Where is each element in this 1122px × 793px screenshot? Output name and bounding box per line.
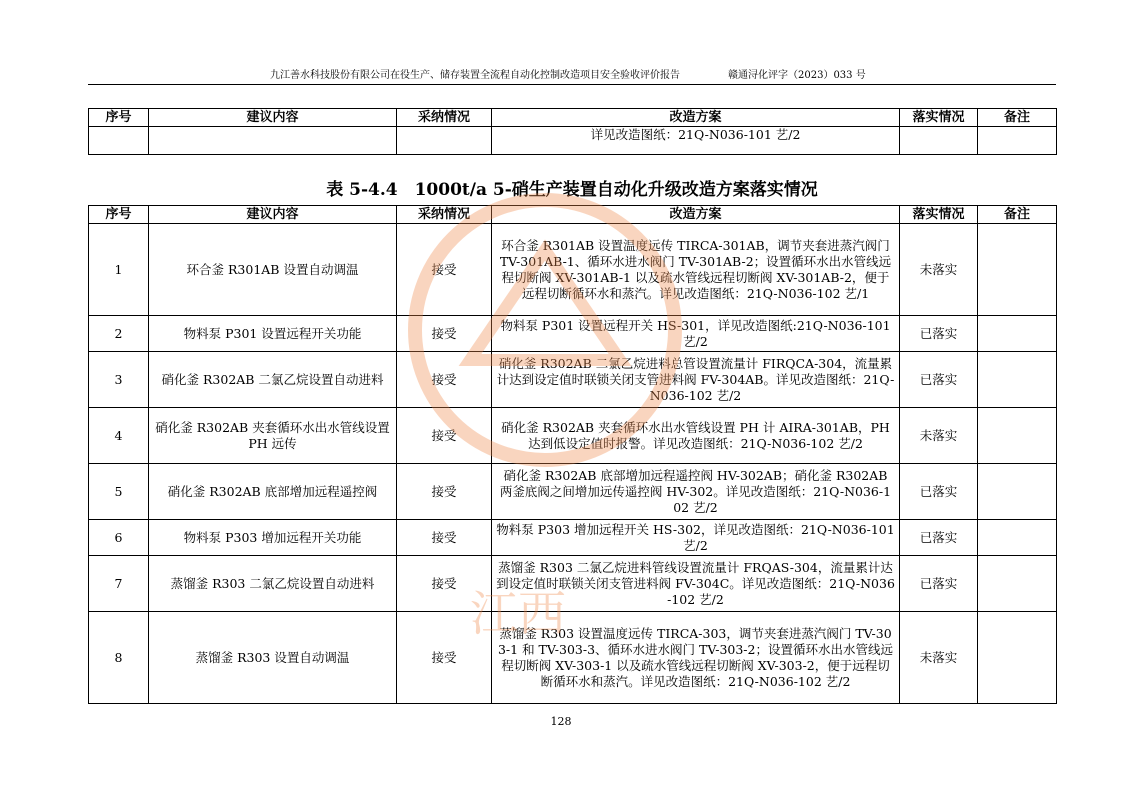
continued-table	[88, 108, 1057, 155]
cell-content: 硝化釜 R302AB 二氯乙烷设置自动进料	[149, 352, 397, 408]
cell-remark	[978, 316, 1057, 352]
col-header-remark: 备注	[978, 206, 1057, 224]
cell-plan: 硝化釜 R302AB 底部增加远程遥控阀 HV-302AB；硝化釜 R302AB 两釜底阀之间增加远传遥控阀 HV-302。详见改造图纸：21Q-N036-102 艺/2	[492, 464, 900, 520]
cell-remark	[978, 464, 1057, 520]
header-report-number: 赣通浔化评字（2023）033 号	[728, 70, 866, 81]
col-header-plan: 改造方案	[492, 206, 900, 224]
cell-remark	[978, 520, 1057, 556]
cell-remark	[978, 352, 1057, 408]
cell-status: 未落实	[900, 224, 978, 316]
page-number: 128	[550, 715, 572, 728]
cell-plan: 物料泵 P303 增加远程开关 HS-302，详见改造图纸：21Q-N036-101 艺/2	[492, 520, 900, 556]
col-header-no: 序号	[89, 206, 149, 224]
col-header-adopt: 采纳情况	[397, 206, 492, 224]
cell-adopt: 接受	[397, 352, 492, 408]
table-row	[89, 352, 1057, 408]
col-header-no: 序号	[89, 109, 149, 127]
cell-no: 6	[89, 520, 149, 556]
cell-plan: 蒸馏釜 R303 设置温度远传 TIRCA-303，调节夹套进蒸汽阀门 TV-303-1 和 TV-303-3、循环水进水阀门 TV-303-2；设置循环水出水管线远程切断阀 XV-303-1 以及疏水管线远程切断阀 XV-303-2，便于远程切断循环水和蒸汽。详见改造图纸：21Q-N036-102 艺/2	[492, 612, 900, 704]
cell-remark	[978, 612, 1057, 704]
cell-no: 2	[89, 316, 149, 352]
cell-remark	[978, 556, 1057, 612]
table-row	[89, 520, 1057, 556]
cell-status: 已落实	[900, 316, 978, 352]
cell-plan: 详见改造图纸：21Q-N036-101 艺/2	[492, 127, 900, 155]
cell-plan: 蒸馏釜 R303 二氯乙烷进料管线设置流量计 FRQAS-304，流量累计达到设定值时联锁关闭支管进料阀 FV-304C。详见改造图纸：21Q-N036-102 艺/2	[492, 556, 900, 612]
header-report-title: 九江善水科技股份有限公司在役生产、储存装置全流程自动化控制改造项目安全验收评价报告	[270, 70, 680, 81]
cell-no: 8	[89, 612, 149, 704]
cell-content: 物料泵 P303 增加远程开关功能	[149, 520, 397, 556]
cell-content: 硝化釜 R302AB 夹套循环水出水管线设置 PH 远传	[149, 408, 397, 464]
cell-adopt	[397, 127, 492, 155]
cell-content	[149, 127, 397, 155]
cell-content: 蒸馏釜 R303 二氯乙烷设置自动进料	[149, 556, 397, 612]
cell-adopt: 接受	[397, 556, 492, 612]
watermark-text: 江西	[470, 586, 567, 642]
table-title: 表 5-4.4 1000t/a 5-硝生产装置自动化升级改造方案落实情况	[326, 180, 818, 200]
table-row	[89, 224, 1057, 316]
cell-remark	[978, 127, 1057, 155]
cell-no: 7	[89, 556, 149, 612]
cell-content: 环合釜 R301AB 设置自动调温	[149, 224, 397, 316]
cell-status: 未落实	[900, 408, 978, 464]
col-header-content: 建议内容	[149, 206, 397, 224]
cell-no: 1	[89, 224, 149, 316]
col-header-status: 落实情况	[900, 109, 978, 127]
cell-content: 物料泵 P301 设置远程开关功能	[149, 316, 397, 352]
col-header-status: 落实情况	[900, 206, 978, 224]
col-header-plan: 改造方案	[492, 109, 900, 127]
table-row	[89, 612, 1057, 704]
table-row	[89, 464, 1057, 520]
table-header-row	[89, 206, 1057, 224]
cell-remark	[978, 224, 1057, 316]
col-header-remark: 备注	[978, 109, 1057, 127]
cell-status: 已落实	[900, 352, 978, 408]
cell-adopt: 接受	[397, 316, 492, 352]
col-header-content: 建议内容	[149, 109, 397, 127]
cell-plan: 硝化釜 R302AB 二氯乙烷进料总管设置流量计 FIRQCA-304，流量累计达到设定值时联锁关闭支管进料阀 FV-304AB。详见改造图纸：21Q-N036-102 艺/2	[492, 352, 900, 408]
table-row	[89, 408, 1057, 464]
implementation-table	[88, 205, 1057, 704]
cell-adopt: 接受	[397, 464, 492, 520]
page-header	[88, 68, 1056, 85]
table-row	[89, 316, 1057, 352]
cell-status: 已落实	[900, 464, 978, 520]
cell-status: 未落实	[900, 612, 978, 704]
cell-plan: 硝化釜 R302AB 夹套循环水出水管线设置 PH 计 AIRA-301AB，PH 达到低设定值时报警。详见改造图纸：21Q-N036-102 艺/2	[492, 408, 900, 464]
cell-no	[89, 127, 149, 155]
cell-content: 硝化釜 R302AB 底部增加远程遥控阀	[149, 464, 397, 520]
table-row	[89, 127, 1057, 155]
cell-no: 5	[89, 464, 149, 520]
cell-content: 蒸馏釜 R303 设置自动调温	[149, 612, 397, 704]
cell-no: 3	[89, 352, 149, 408]
table-row	[89, 556, 1057, 612]
cell-adopt: 接受	[397, 520, 492, 556]
cell-adopt: 接受	[397, 224, 492, 316]
cell-adopt: 接受	[397, 612, 492, 704]
cell-no: 4	[89, 408, 149, 464]
cell-plan: 环合釜 R301AB 设置温度远传 TIRCA-301AB，调节夹套进蒸汽阀门 TV-301AB-1、循环水进水阀门 TV-301AB-2；设置循环水出水管线远程切断阀 XV-301AB-1 以及疏水管线远程切断阀 XV-301AB-2，便于远程切断循环水和蒸汽。详见改造图纸：21Q-N036-102 艺/1	[492, 224, 900, 316]
cell-remark	[978, 408, 1057, 464]
cell-status: 已落实	[900, 520, 978, 556]
cell-status: 已落实	[900, 556, 978, 612]
table-header-row	[89, 109, 1057, 127]
cell-plan: 物料泵 P301 设置远程开关 HS-301，详见改造图纸:21Q-N036-101 艺/2	[492, 316, 900, 352]
col-header-adopt: 采纳情况	[397, 109, 492, 127]
cell-adopt: 接受	[397, 408, 492, 464]
cell-status	[900, 127, 978, 155]
